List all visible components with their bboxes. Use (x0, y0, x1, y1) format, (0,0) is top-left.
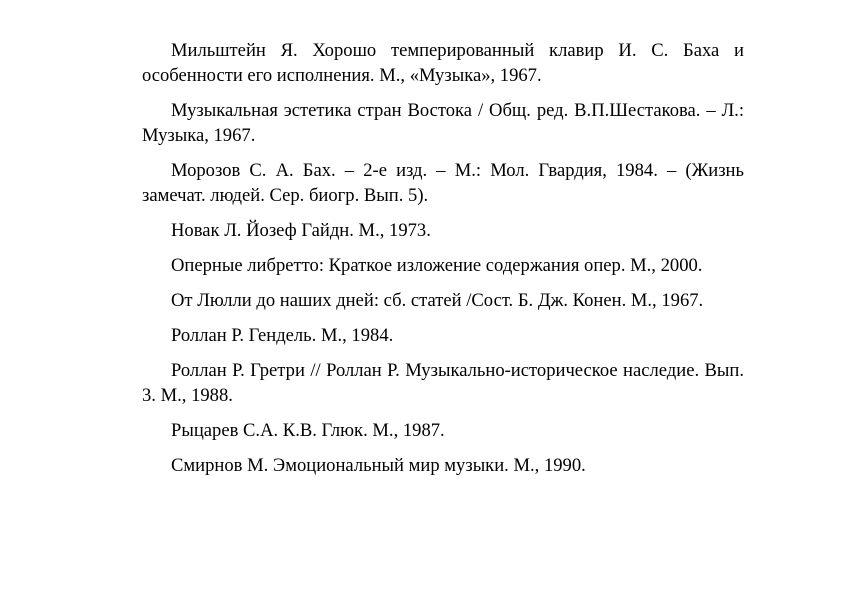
bibliography-list (142, 38, 744, 488)
reference-entry: Новак Л. Йозеф Гайдн. М., 1973. (171, 220, 431, 241)
reference-entry: Смирнов М. Эмоциональный мир музыки. М., 1990. (171, 455, 586, 476)
reference-entry: Рыцарев С.А. К.В. Глюк. М., 1987. (171, 420, 445, 441)
reference-entry: Мильштейн Я. Хорошо темперированный клавир И. С. Баха и особенности его исполнения. М., «Музыка», 1967. (142, 40, 744, 86)
reference-entry: Роллан Р. Гендель. М., 1984. (171, 325, 394, 346)
reference-entry: Музыкальная эстетика стран Востока / Общ. ред. В.П.Шестакова. – Л.: Музыка, 1967. (142, 100, 744, 146)
reference-entry: От Люлли до наших дней: сб. статей /Сост. Б. Дж. Конен. М., 1967. (171, 290, 704, 311)
reference-entry: Оперные либретто: Краткое изложение содержания опер. М., 2000. (171, 255, 703, 276)
reference-entry: Роллан Р. Гретри // Роллан Р. Музыкально-историческое наследие. Вып. 3. М., 1988. (142, 360, 744, 406)
reference-entry: Морозов С. А. Бах. – 2-е изд. – М.: Мол. Гвардия, 1984. – (Жизнь замечат. людей. Сер. биогр. Вып. 5). (142, 160, 744, 206)
